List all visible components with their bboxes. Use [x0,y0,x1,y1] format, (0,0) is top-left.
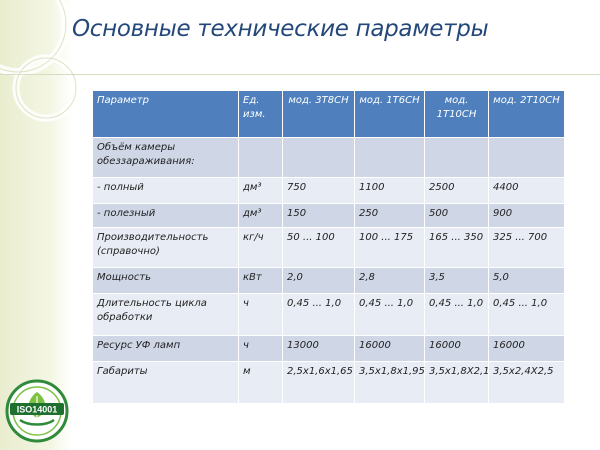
cell-value: 750 [283,178,355,204]
slide-title: Основные технические параметры [72,16,489,42]
cell-unit: дм³ [239,204,283,228]
cell-param: Габариты [93,362,239,404]
header-param: Параметр [93,91,239,138]
cell-param: Мощность [93,268,239,294]
cell-value: 16000 [355,336,425,362]
cell-value: 1100 [355,178,425,204]
cell-value: 900 [489,204,565,228]
cell-value: 325 ... 700 [489,228,565,268]
cell-unit: кВт [239,268,283,294]
cell-value: 16000 [425,336,489,362]
cell-value: 4400 [489,178,565,204]
cell-value: 3,5 [425,268,489,294]
cell-unit [239,138,283,178]
cell-value: 0,45 ... 1,0 [283,294,355,336]
cell-value: 3,5х1,8х1,95 [355,362,425,404]
cell-value: 5,0 [489,268,565,294]
cell-value: 13000 [283,336,355,362]
cell-param: Производительность (справочно) [93,228,239,268]
cell-value: 50 ... 100 [283,228,355,268]
iso14001-logo [4,378,70,444]
header-model-1t10sn: мод. 1Т10СН [425,91,489,138]
cell-value: 165 ... 350 [425,228,489,268]
cell-value: 2,8 [355,268,425,294]
logo-text: ISO14001 [16,404,58,415]
table-row [93,178,565,204]
cell-value: 2,5х1,6х1,65 [283,362,355,404]
cell-value [355,138,425,178]
table-row [93,228,565,268]
cell-unit: ч [239,294,283,336]
cell-param: - полный [93,178,239,204]
cell-param: Ресурс УФ ламп [93,336,239,362]
cell-param: Длительность цикла обработки [93,294,239,336]
table-row [93,138,565,178]
cell-value: 0,45 ... 1,0 [489,294,565,336]
table-row [93,294,565,336]
cell-value: 150 [283,204,355,228]
table-row [93,204,565,228]
header-model-2t10sn: мод. 2Т10СН [489,91,565,138]
cell-value [489,138,565,178]
table-row [93,268,565,294]
table-row [93,336,565,362]
cell-value: 3,5х2,4Х2,5 [489,362,565,404]
cell-param: - полезный [93,204,239,228]
cell-unit: м [239,362,283,404]
cell-param: Объём камеры обеззараживания: [93,138,239,178]
cell-value: 250 [355,204,425,228]
cell-value: 100 ... 175 [355,228,425,268]
parameters-table [92,90,565,404]
cell-value: 0,45 ... 1,0 [425,294,489,336]
cell-value: 3,5х1,8Х2,1 [425,362,489,404]
table-row [93,362,565,404]
header-model-1t6sn: мод. 1Т6СН [355,91,425,138]
cell-value: 500 [425,204,489,228]
cell-value: 16000 [489,336,565,362]
cell-unit: дм³ [239,178,283,204]
table-header-row [93,91,565,138]
cell-value [283,138,355,178]
header-unit: Ед. изм. [239,91,283,138]
cell-value [425,138,489,178]
cell-value: 2500 [425,178,489,204]
cell-unit: ч [239,336,283,362]
header-model-3t8sn: мод. 3Т8СН [283,91,355,138]
title-divider [0,74,600,75]
cell-value: 2,0 [283,268,355,294]
cell-unit: кг/ч [239,228,283,268]
cell-value: 0,45 ... 1,0 [355,294,425,336]
